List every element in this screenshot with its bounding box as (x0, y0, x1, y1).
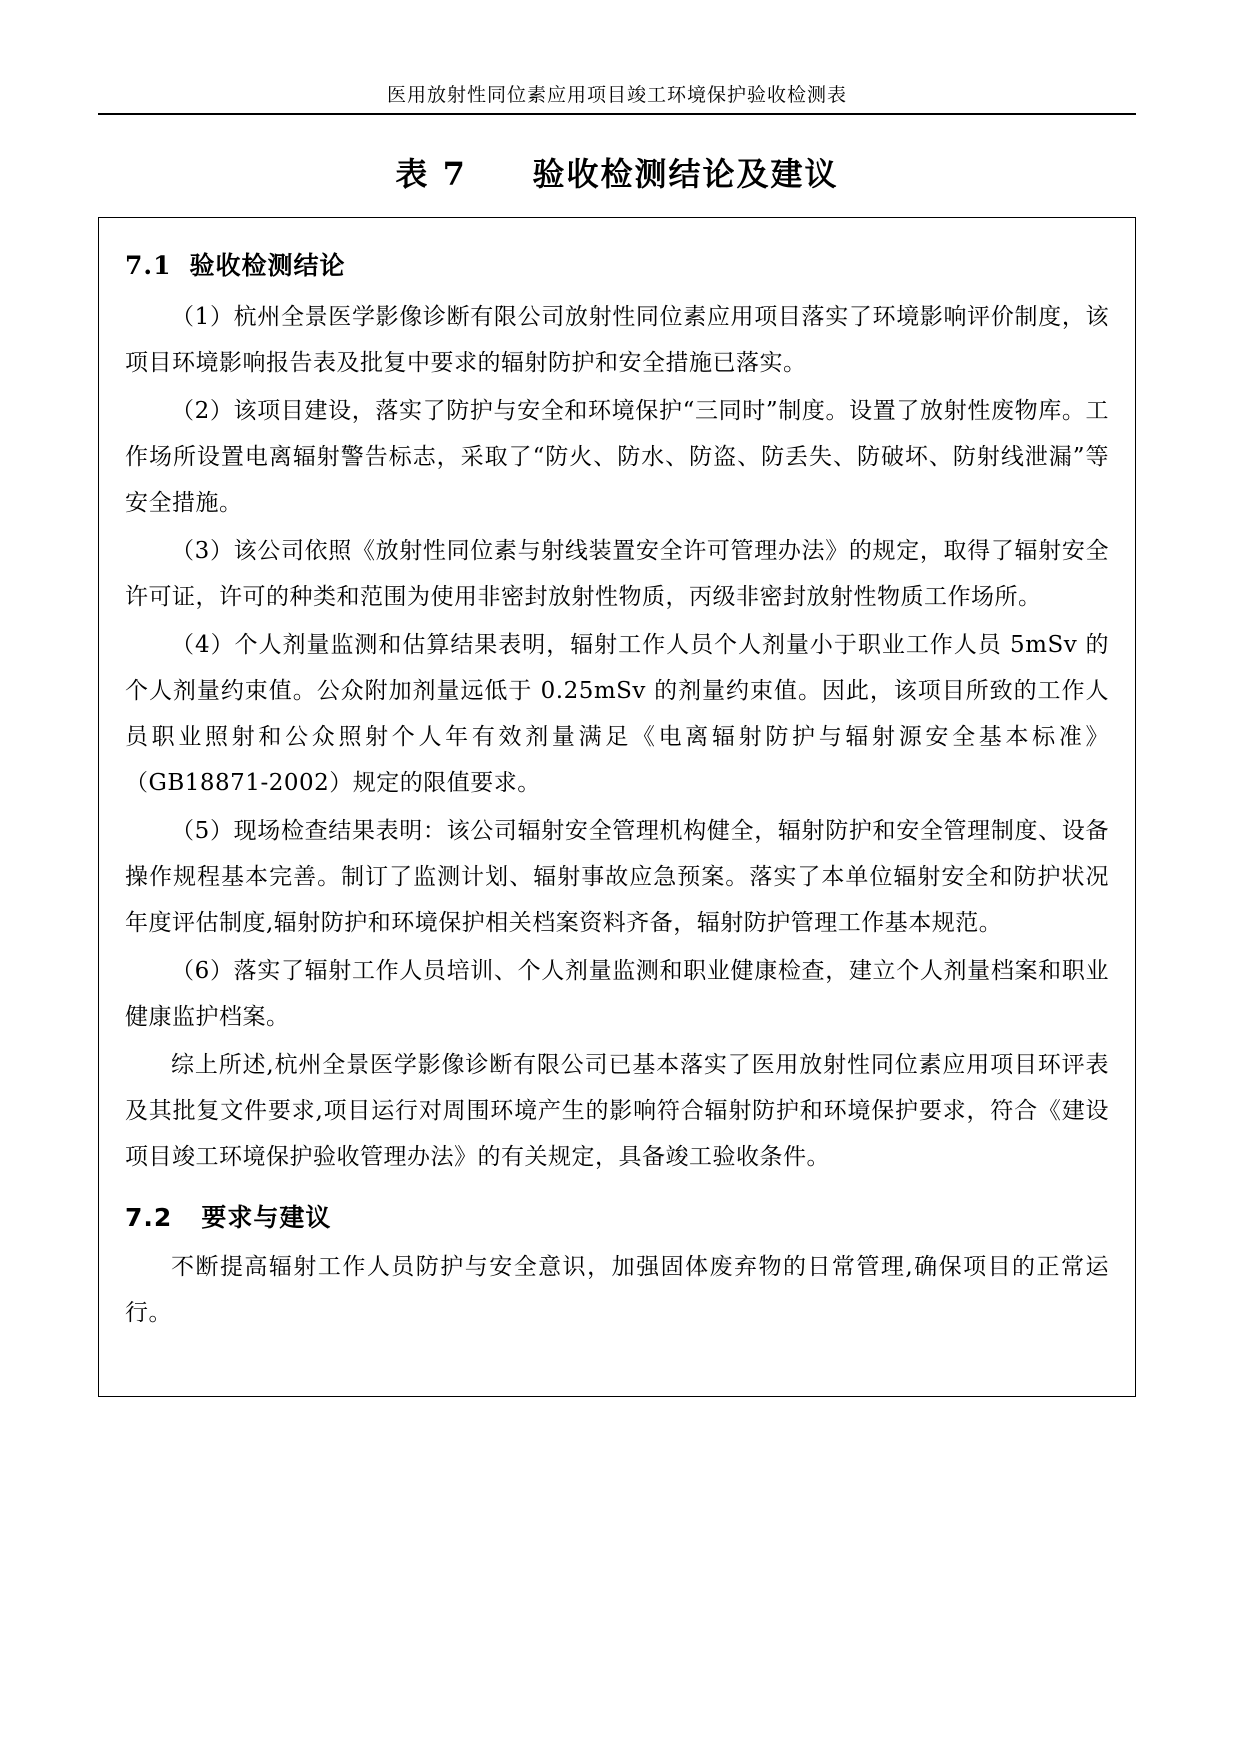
section-heading-7-1 (125, 246, 1109, 282)
section-title-7-2: 要求与建议 (201, 1203, 332, 1232)
paragraph: （5）现场检查结果表明：该公司辐射安全管理机构健全，辐射防护和安全管理制度、设备操作规程基本完善。制订了监测计划、辐射事故应急预案。落实了本单位辐射安全和防护状况年度评估制度,辐射防护和环境保护相关档案资料齐备，辐射防护管理工作基本规范。 (125, 818, 1109, 936)
section-heading-7-2 (125, 1198, 1109, 1234)
section-number-7-2: 7.2 (125, 1203, 173, 1232)
page-title-text: 验收检测结论及建议 (532, 155, 839, 193)
section-title-7-1: 验收检测结论 (189, 251, 346, 280)
paragraph: 综上所述,杭州全景医学影像诊断有限公司已基本落实了医用放射性同位素应用项目环评表及其批复文件要求,项目运行对周围环境产生的影响符合辐射防护和环境保护要求，符合《建设项目竣工环境保护验收管理办法》的有关规定，具备竣工验收条件。 (125, 1052, 1109, 1170)
content-box (98, 217, 1136, 1397)
page-header (98, 80, 1136, 115)
paragraph: （6）落实了辐射工作人员培训、个人剂量监测和职业健康检查，建立个人剂量档案和职业健康监护档案。 (125, 958, 1109, 1030)
paragraph: 不断提高辐射工作人员防护与安全意识，加强固体废弃物的日常管理,确保项目的正常运行。 (125, 1254, 1109, 1326)
page-title-prefix: 表 7 (395, 155, 467, 193)
running-title: 医用放射性同位素应用项目竣工环境保护验收检测表 (386, 84, 847, 106)
paragraph: （3）该公司依照《放射性同位素与射线装置安全许可管理办法》的规定，取得了辐射安全许可证，许可的种类和范围为使用非密封放射性物质，丙级非密封放射性物质工作场所。 (125, 538, 1109, 610)
paragraph: （1）杭州全景医学影像诊断有限公司放射性同位素应用项目落实了环境影响评价制度，该项目环境影响报告表及批复中要求的辐射防护和安全措施已落实。 (125, 304, 1109, 376)
page-title (98, 149, 1136, 195)
section-number-7-1: 7.1 (125, 251, 172, 280)
paragraph: （2）该项目建设，落实了防护与安全和环境保护“三同时”制度。设置了放射性废物库。工作场所设置电离辐射警告标志，采取了“防火、防水、防盗、防丢失、防破坏、防射线泄漏”等安全措施。 (125, 398, 1109, 516)
paragraph: （4）个人剂量监测和估算结果表明，辐射工作人员个人剂量小于职业工作人员 5mSv 的个人剂量约束值。公众附加剂量远低于 0.25mSv 的剂量约束值。因此，该项目所致的工作人员职业照射和公众照射个人年有效剂量满足《电离辐射防护与辐射源安全基本标准》（GB18871-2002）规定的限值要求。 (125, 632, 1109, 796)
